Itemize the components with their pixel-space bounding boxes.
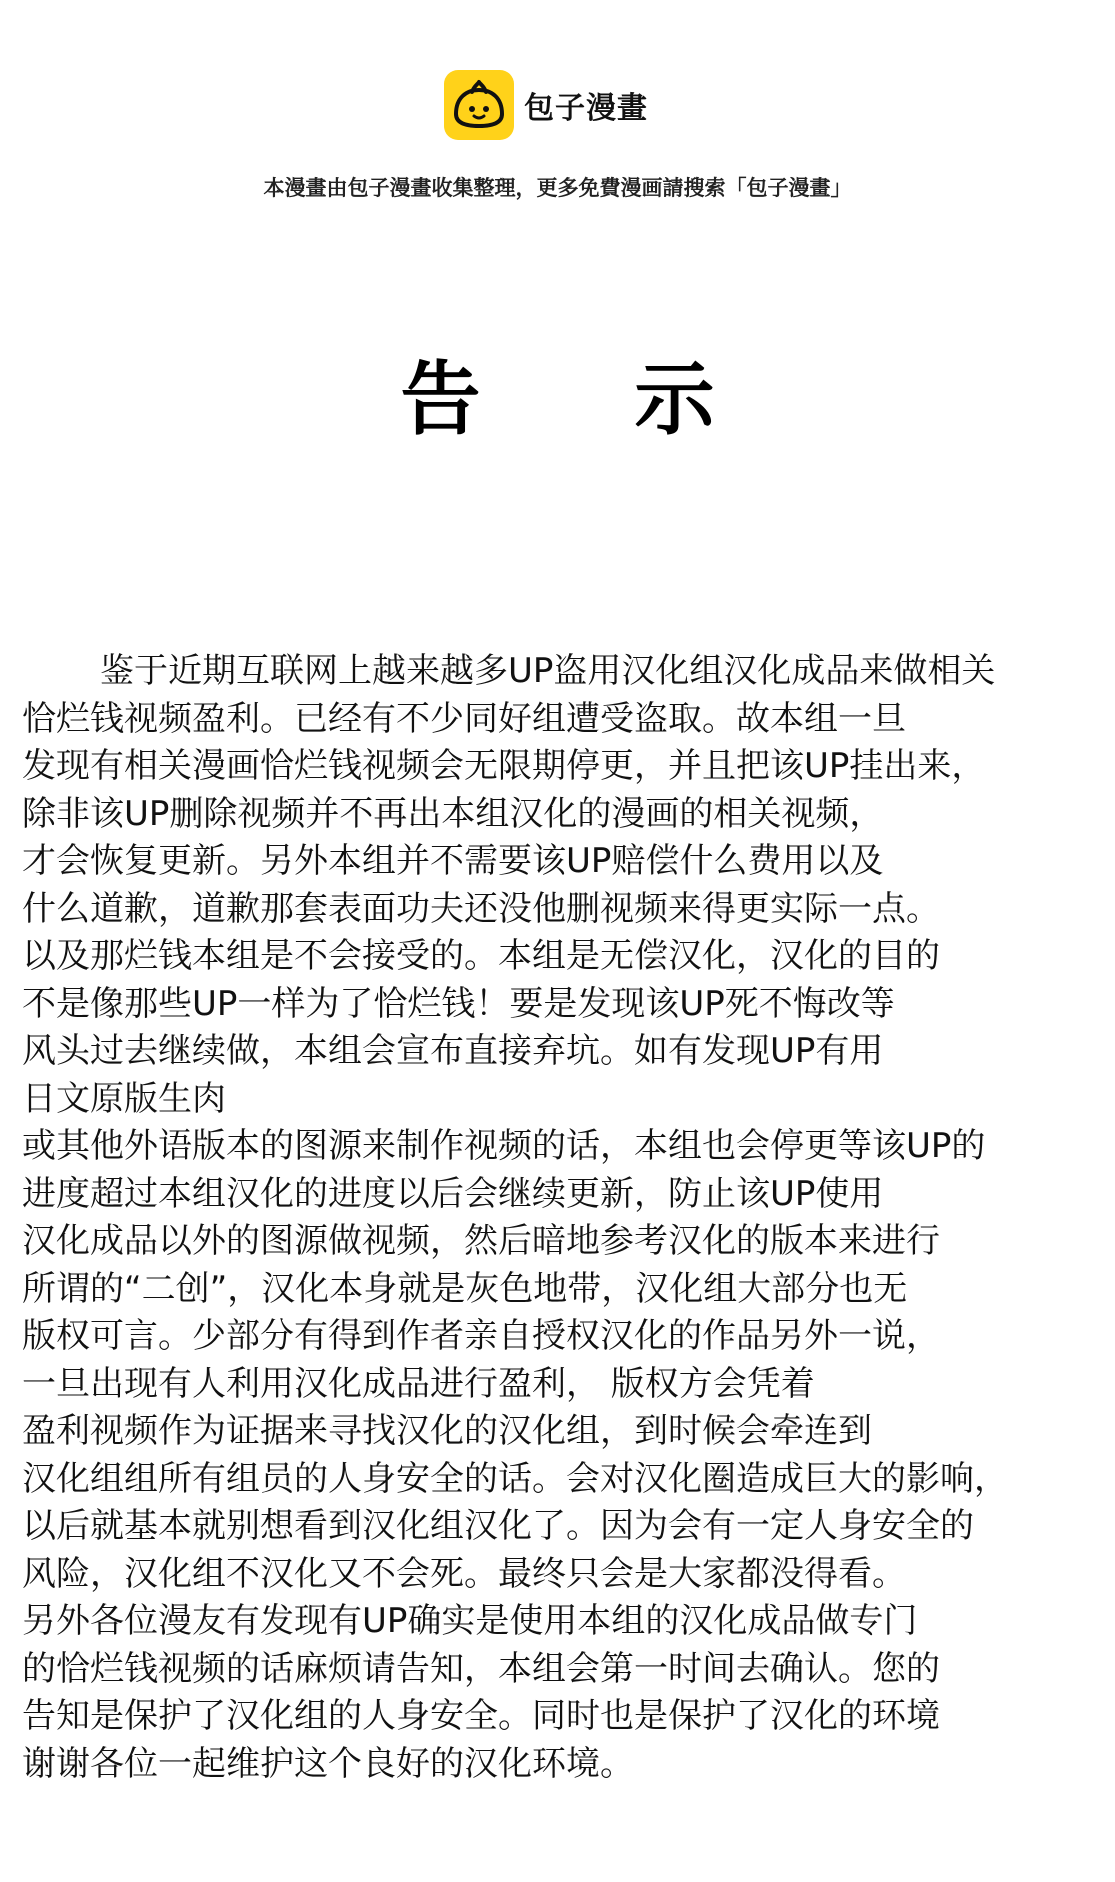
body-line: 盈利视频作为证据来寻找汉化的汉化组，到时候会牵连到 [22, 1411, 872, 1451]
body-line: 一旦出现有人利用汉化成品进行盈利， 版权方会凭着 [22, 1363, 815, 1404]
body-line: 告知是保护了汉化组的人身安全。同时也是保护了汉化的环境 [22, 1696, 940, 1736]
brand-name: 包子漫畫 [524, 91, 648, 126]
collection-notice: 本漫畫由包子漫畫收集整理，更多免費漫画請搜索「包子漫畫」 [263, 176, 852, 200]
body-line: 鉴于近期互联网上越来越多UP盗用汉化组汉化成品来做相关 [100, 651, 996, 691]
title-char-1: 告 [400, 353, 481, 446]
body-line: 什么道歉，道歉那套表面功夫还没他删视频来得更实际一点。 [22, 888, 940, 929]
body-line: 或其他外语版本的图源来制作视频的话，本组也会停更等该UP的 [22, 1126, 986, 1166]
body-line: 以后就基本就别想看到汉化组汉化了。因为会有一定人身安全的 [22, 1506, 974, 1546]
brand-header [444, 70, 648, 140]
body-line: 汉化组组所有组员的人身安全的话。会对汉化圈造成巨大的影响， [22, 1458, 1008, 1499]
body-line: 汉化成品以外的图源做视频，然后暗地参考汉化的版本来进行 [22, 1221, 940, 1261]
body-line: 日文原版生肉 [22, 1078, 226, 1119]
body-line: 的恰烂钱视频的话麻烦请告知，本组会第一时间去确认。您的 [22, 1648, 940, 1689]
body-line: 进度超过本组汉化的进度以后会继续更新，防止该UP使用 [22, 1173, 884, 1214]
page-title [0, 352, 1115, 448]
body-line: 版权可言。少部分有得到作者亲自授权汉化的作品另外一说， [22, 1316, 940, 1356]
body-line: 不是像那些UP一样为了恰烂钱！要是发现该UP死不悔改等 [22, 983, 895, 1024]
title-char-2: 示 [634, 353, 715, 446]
notice-body [22, 648, 1107, 1788]
body-line: 除非该UP删除视频并不再出本组汉化的漫画的相关视频， [22, 793, 884, 834]
body-line: 发现有相关漫画恰烂钱视频会无限期停更，并且把该UP挂出来， [22, 746, 986, 786]
body-line: 所谓的“二创”，汉化本身就是灰色地带，汉化组大部分也无 [22, 1268, 908, 1309]
body-line: 以及那烂钱本组是不会接受的。本组是无偿汉化，汉化的目的 [22, 936, 940, 976]
steamed-bun-icon [444, 70, 514, 140]
body-line: 才会恢复更新。另外本组并不需要该UP赔偿什么费用以及 [22, 841, 884, 881]
body-line: 谢谢各位一起维护这个良好的汉化环境。 [22, 1743, 634, 1784]
body-line: 恰烂钱视频盈利。已经有不少同好组遭受盗取。故本组一旦 [22, 698, 906, 739]
body-line: 风头过去继续做，本组会宣布直接弃坑。如有发现UP有用 [22, 1031, 884, 1071]
body-line: 另外各位漫友有发现有UP确实是使用本组的汉化成品做专门 [22, 1601, 918, 1641]
body-line: 风险，汉化组不汉化又不会死。最终只会是大家都没得看。 [22, 1553, 906, 1594]
